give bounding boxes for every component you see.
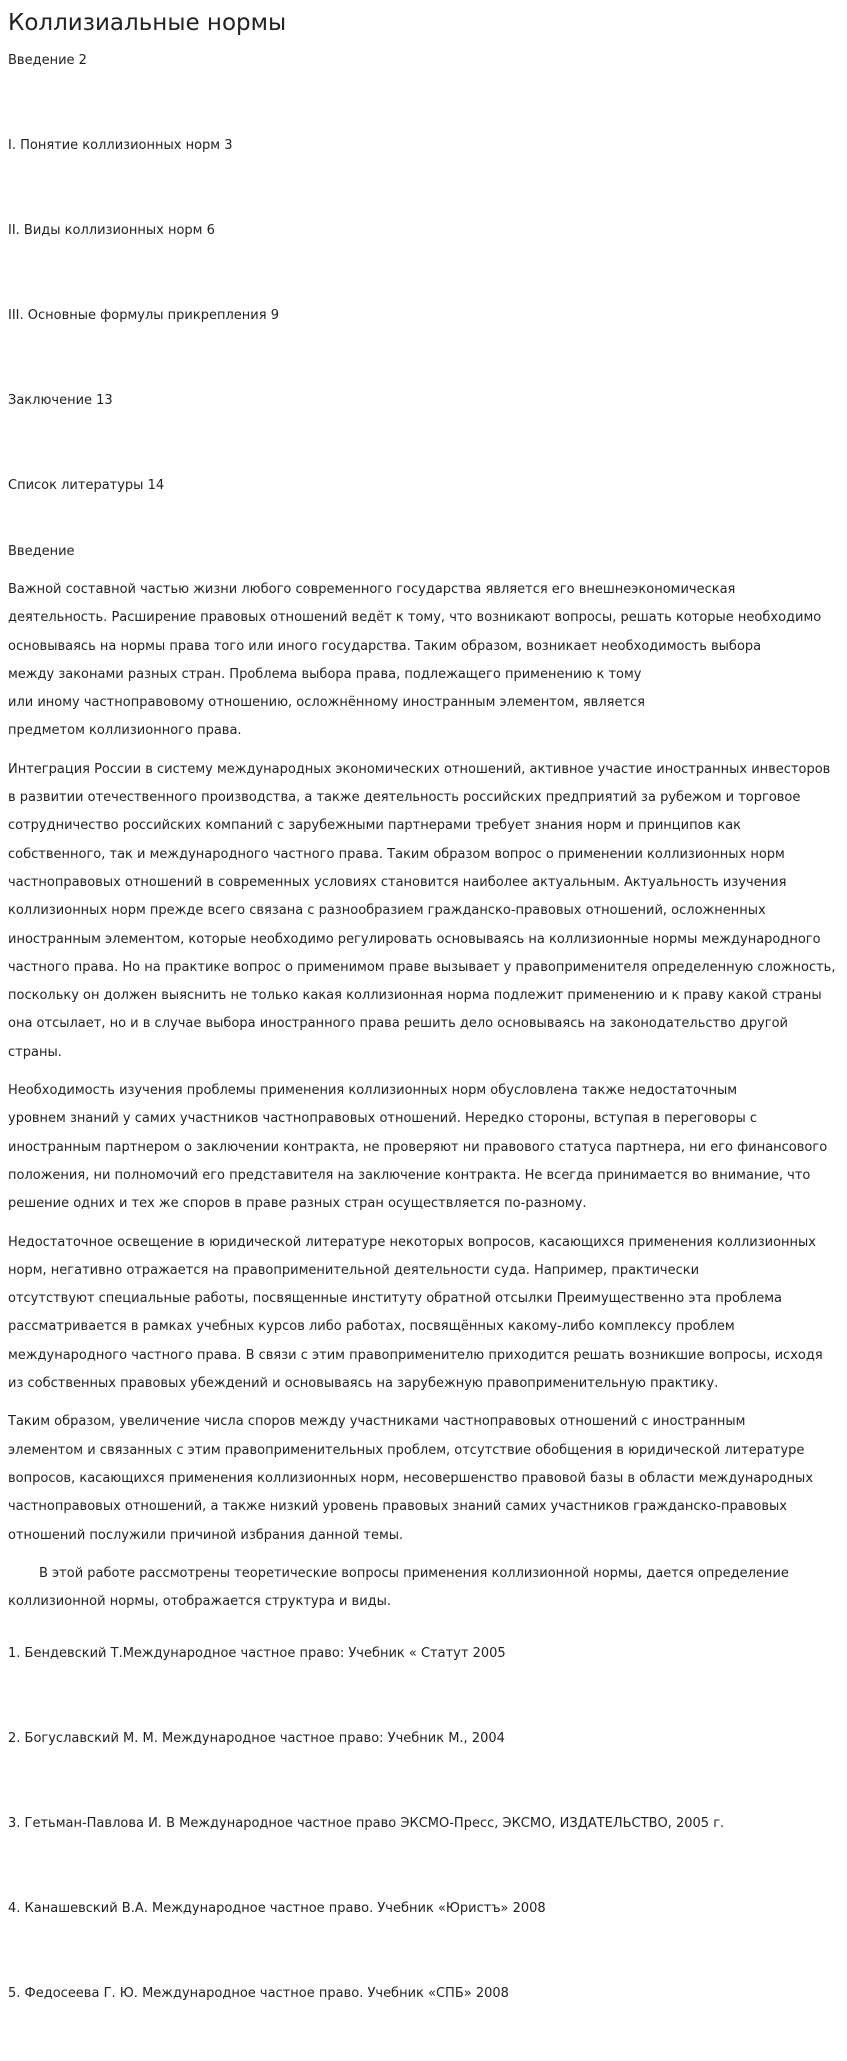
toc-item: Введение 2 bbox=[8, 53, 87, 68]
reference-item: 5. Федосеева Г. Ю. Международное частное право. Учебник «СПБ» 2008 bbox=[8, 1986, 509, 2002]
text-line: отношений послужили причиной избрания данной темы. bbox=[8, 1527, 404, 1543]
text-line: Интеграция России в систему международных экономических отношений, активное участие иностранных инвесторов bbox=[8, 761, 831, 777]
text-line: Важной составной частью жизни любого современного государства является его внешнеэкономическая bbox=[8, 582, 736, 597]
text-line: деятельность. Расширение правовых отношений ведёт к тому, что возникают вопросы, решать которые необходимо bbox=[8, 610, 822, 626]
text-line: уровнем знаний у самих участников частноправовых отношений. Нередко стороны, вступая в переговоры с bbox=[8, 1111, 758, 1127]
text-line: основываясь на нормы права того или иного государства. Таким образом, возникает необходимость выбора bbox=[8, 638, 762, 654]
toc-item: II. Виды коллизионных норм 6 bbox=[8, 223, 215, 238]
text-line: предметом коллизионного права. bbox=[8, 723, 242, 739]
paragraph bbox=[8, 1408, 839, 1549]
text-line: элементом и связанных с этим правоприменительных проблем, отсутствие обобщения в юридической литературе bbox=[8, 1442, 805, 1458]
text-line: В этой работе рассмотрены теоретические вопросы применения коллизионной нормы, дается определение bbox=[39, 1565, 789, 1581]
paragraph bbox=[8, 576, 839, 746]
text-line: отсутствуют специальные работы, посвященные институту обратной отсылки Преимущественно эта проблема bbox=[8, 1291, 782, 1307]
text-line: международного частного права. В связи с этим правоприменителю приходится решать возникшие вопросы, исходя bbox=[8, 1347, 823, 1363]
reference-list bbox=[8, 1646, 839, 2002]
text-line: коллизионной нормы, отображается структура и виды. bbox=[8, 1594, 392, 1610]
toc-item: I. Понятие коллизионных норм 3 bbox=[8, 138, 233, 153]
text-line: положения, ни полномочий его представителя на заключение контракта. Не всегда принимается во внимание, что bbox=[8, 1167, 811, 1183]
text-line: Таким образом, увеличение числа споров между участниками частноправовых отношений с иностранным bbox=[8, 1414, 746, 1430]
reference-item: 1. Бендевский Т.Международное частное право: Учебник « Статут 2005 bbox=[8, 1646, 506, 1662]
text-line: из собственных правовых убеждений и основываясь на зарубежную правоприменительную практику. bbox=[8, 1376, 719, 1392]
toc-item: Заключение 13 bbox=[8, 393, 113, 408]
paragraph bbox=[8, 1077, 839, 1218]
text-line: иностранным партнером о заключении контракта, не проверяют ни правового статуса партнера, ни его финансового bbox=[8, 1139, 828, 1155]
document-page bbox=[0, 9, 847, 2002]
reference-item: 2. Богуславский М. М. Международное частное право: Учебник М., 2004 bbox=[8, 1731, 505, 1747]
text-line: поскольку он должен выяснить не только какая коллизионная норма подлежит применению и к праву какой страны bbox=[8, 988, 822, 1004]
text-line: она отсылает, но и в случае выбора иностранного права решить дело основываясь на законодательство другой bbox=[8, 1016, 788, 1032]
toc-item: Список литературы 14 bbox=[8, 478, 165, 493]
toc-item: III. Основные формулы прикрепления 9 bbox=[8, 308, 279, 323]
text-line: сотрудничество российских компаний с зарубежными партнерами требует знания норм и принципов как bbox=[8, 818, 742, 834]
body-text bbox=[8, 576, 839, 1616]
text-line: Недостаточное освещение в юридической литературе некоторых вопросов, касающихся применения коллизионных bbox=[8, 1234, 816, 1250]
text-line: коллизионных норм прежде всего связана с разнообразием гражданско-правовых отношений, осложненных bbox=[8, 903, 766, 919]
text-line: рассматривается в рамках учебных курсов либо работах, посвящённых какому-либо комплексу проблем bbox=[8, 1319, 735, 1335]
text-line: или иному частноправовому отношению, осложнённому иностранным элементом, является bbox=[8, 695, 645, 711]
text-line: частного права. Но на практике вопрос о применимом праве вызывает у правоприменителя определенную сложность, bbox=[8, 959, 836, 975]
text-line: между законами разных стран. Проблема выбора права, подлежащего применению к тому bbox=[8, 666, 642, 682]
text-line: страны. bbox=[8, 1044, 62, 1060]
text-line: вопросов, касающихся применения коллизионных норм, несовершенство правовой базы в области международных bbox=[8, 1470, 814, 1486]
paragraph bbox=[8, 1229, 839, 1399]
reference-item: 3. Гетьман-Павлова И. В Международное частное право ЭКСМО-Пресс, ЭКСМО, ИЗДАТЕЛЬСТВО, 2005 г. bbox=[8, 1816, 725, 1832]
table-of-contents bbox=[8, 53, 839, 494]
text-line: собственного, так и международного частного права. Таким образом вопрос о применении коллизионных норм bbox=[8, 846, 785, 862]
text-line: норм, негативно отражается на правоприменительной деятельности суда. Например, практически bbox=[8, 1262, 700, 1278]
text-line: частноправовых отношений, а также низкий уровень правовых знаний самих участников гражданско-правовых bbox=[8, 1499, 787, 1515]
text-line: решение одних и тех же споров в праве разных стран осуществляется по-разному. bbox=[8, 1196, 587, 1212]
section-heading: Введение bbox=[8, 544, 75, 559]
text-line: частноправовых отношений в современных условиях становится наиболее актуальным. Актуальность изучения bbox=[8, 874, 787, 890]
page-title: Коллизиальные нормы bbox=[8, 10, 287, 36]
text-line: в развитии отечественного производства, а также деятельность российских предприятий за рубежом и торговое bbox=[8, 790, 801, 806]
reference-item: 4. Канашевский В.А. Международное частное право. Учебник «Юристъ» 2008 bbox=[8, 1901, 546, 1917]
text-line: Необходимость изучения проблемы применения коллизионных норм обусловлена также недостаточным bbox=[8, 1083, 738, 1099]
text-line: иностранным элементом, которые необходимо регулировать основываясь на коллизионные нормы международного bbox=[8, 931, 821, 947]
paragraph bbox=[8, 1560, 839, 1617]
paragraph bbox=[8, 756, 839, 1067]
